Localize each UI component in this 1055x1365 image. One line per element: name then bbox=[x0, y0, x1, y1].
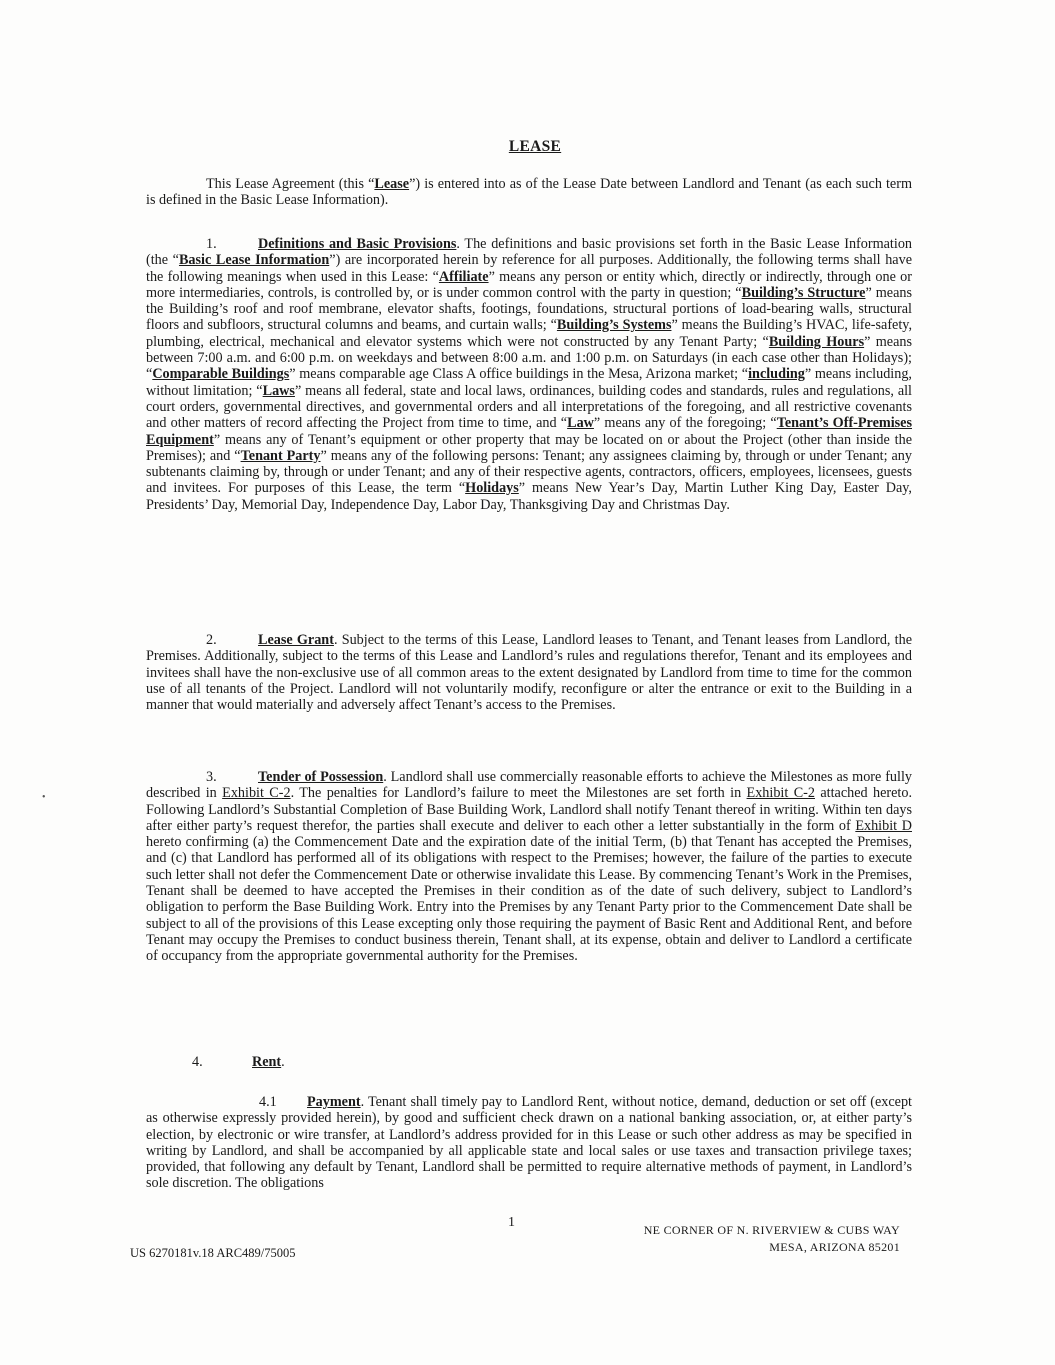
section-1-number: 1. bbox=[206, 236, 217, 252]
term-buildings-systems: Building’s Systems bbox=[556, 317, 672, 334]
footer-address-line-1: NE CORNER OF N. RIVERVIEW & CUBS WAY bbox=[643, 1223, 900, 1237]
term-off-premises-equipment: Tenant’s Off-Premises Equipment bbox=[146, 415, 912, 448]
document-id: US 6270181v.18 ARC489/75005 bbox=[130, 1246, 296, 1260]
exhibit-c2-reference: Exhibit C-2 bbox=[222, 785, 291, 802]
section-4-number: 4. bbox=[192, 1054, 203, 1070]
section-1-text: ” means any of Tenant’s equipment or other property that may be located on or about the Project (other than inside the Premises); and “ bbox=[146, 431, 912, 464]
section-2-number: 2. bbox=[206, 632, 217, 648]
section-1-text: ” means any person or entity which, directly or indirectly, through one or more intermediaries, controls, is controlled by, or is under common control with the party in question; “ bbox=[146, 268, 913, 301]
term-holidays: Holidays bbox=[465, 480, 519, 497]
section-1-text: ” means New Year’s Day, Martin Luther King Day, Easter Day, Presidents’ Day, Memorial Day, Independence Day, Labor Day, Thanksgiving Day and Christmas Day. bbox=[146, 480, 912, 513]
term-law: Law bbox=[567, 415, 594, 432]
page-title: LEASE bbox=[508, 138, 562, 155]
section-4-dot: . bbox=[281, 1054, 285, 1070]
term-laws: Laws bbox=[262, 382, 295, 399]
page-number: 1 bbox=[508, 1215, 515, 1230]
exhibit-d-reference: Exhibit D bbox=[855, 817, 912, 834]
section-1-text: ” means comparable age Class A office buildings in the Mesa, Arizona market; “ bbox=[289, 366, 749, 383]
term-including: including bbox=[748, 366, 805, 383]
section-3-heading: Tender of Possession bbox=[258, 769, 384, 785]
section-3-number: 3. bbox=[206, 769, 217, 785]
section-1-text: ” means all federal, state and local laws, ordinances, building codes and standards, rules and regulations, all court orders, governmental directives, and governmental orders and all interpretations of the foregoing, and all restrictive covenants and other matters of record affecting the Project from time to time, and “ bbox=[146, 382, 912, 432]
footer-address bbox=[560, 1222, 900, 1256]
section-1-paragraph bbox=[146, 236, 912, 513]
section-2-paragraph bbox=[146, 632, 912, 713]
intro-paragraph bbox=[146, 176, 912, 209]
section-1-text: ”) are incorporated herein by reference for all purposes. Additionally, the following terms shall have the following meanings when used in this Lease: “ bbox=[146, 252, 912, 285]
section-4-heading: Rent bbox=[252, 1054, 282, 1070]
section-1-text: ” means the Building’s HVAC, life-safety, plumbing, electrical, mechanical and elevator systems which were not constructed by any Tenant Party; “ bbox=[146, 317, 913, 350]
section-1-text: ” means between 7:00 a.m. and 6:00 p.m. on weekdays and between 8:00 a.m. and 1:00 p.m. on Saturdays (in each case other than Holidays); “ bbox=[146, 333, 912, 383]
section-2-text: . Subject to the terms of this Lease, Landlord leases to Tenant, and Tenant leases from Landlord, the Premises. Additionally, subject to the terms of this Lease and Landlord’s rules and regulations therefor, Tenant and its employees and invitees shall have the non-exclusive use of all common areas to the extent designated by Landlord from time to time for the common use of all tenants of the Project. Landlord will not voluntarily modify, reconfigure or alter the entrance or exit to the Building in a manner that would materially and adversely affect Tenant’s access to the Premises. bbox=[146, 632, 912, 714]
term-comparable-buildings: Comparable Buildings bbox=[152, 366, 290, 383]
section-3-text: attached hereto. Following Landlord’s Substantial Completion of Base Building Work, Landlord shall notify Tenant thereof in writing. Within ten days after either party’s request therefor, the parties shall execute and deliver to each other a letter substantially in the form of bbox=[146, 785, 912, 834]
section-3-text: . Landlord shall use commercially reasonable efforts to achieve the Milestones as more fully described in bbox=[146, 769, 912, 802]
section-4-heading-line bbox=[146, 1054, 912, 1070]
footer-address-line-2: MESA, ARIZONA 85201 bbox=[769, 1240, 900, 1254]
section-1-text: . The definitions and basic provisions set forth in the Basic Lease Information (the “ bbox=[146, 236, 913, 269]
section-4-1-number: 4.1 bbox=[259, 1094, 277, 1110]
scan-mark: • bbox=[42, 792, 46, 803]
section-1-text: ” means any of the foregoing; “ bbox=[593, 415, 777, 432]
section-3-paragraph bbox=[146, 769, 912, 965]
section-4-1-heading: Payment bbox=[307, 1094, 361, 1110]
term-affiliate: Affiliate bbox=[438, 268, 489, 285]
term-tenant-party: Tenant Party bbox=[240, 447, 321, 464]
section-1-text: ” means any of the following persons: Tenant; any assignees claiming by, through or under Tenant; any subtenants claiming by, through or under Tenant; and any of their respective agents, contractors, officers, employees, licensees, guests and invitees. For purposes of this Lease, the term “ bbox=[146, 447, 912, 497]
section-2-heading: Lease Grant bbox=[258, 632, 334, 648]
section-4-1-text: . Tenant shall timely pay to Landlord Rent, without notice, demand, deduction or set off (except as otherwise expressly provided herein), by good and sufficient check drawn on a national banking association, or, at either party’s election, by electronic or wire transfer, at Landlord’s address provided for in this Lease or such other address as may be specified in writing by Landlord, and shall be accompanied by all applicable state and local sales or use taxes and transaction privilege taxes; provided, that following any default by Tenant, Landlord shall be permitted to require alternative methods of payment, in Landlord’s sole discretion. The obligations bbox=[146, 1094, 912, 1192]
intro-text-2: ”) is entered into as of the Lease Date between Landlord and Tenant (as each such term is defined in the Basic Lease Information). bbox=[146, 176, 912, 209]
section-4-1-paragraph bbox=[146, 1094, 912, 1192]
exhibit-c2-reference: Exhibit C-2 bbox=[746, 785, 815, 802]
term-buildings-structure: Building’s Structure bbox=[741, 284, 866, 301]
section-1-heading: Definitions and Basic Provisions bbox=[258, 236, 457, 252]
section-1-text: ” means including, without limitation; “ bbox=[146, 366, 912, 399]
term-lease: Lease bbox=[374, 176, 410, 192]
term-basic-lease-information: Basic Lease Information bbox=[178, 252, 330, 269]
term-building-hours: Building Hours bbox=[768, 333, 865, 350]
intro-text-1: This Lease Agreement (this “ bbox=[206, 176, 375, 192]
section-3-text: . The penalties for Landlord’s failure to meet the Milestones are set forth in bbox=[290, 785, 747, 802]
section-3-text: hereto confirming (a) the Commencement Date and the expiration date of the initial Term, (b) that Tenant has accepted the Premises, and (c) that Landlord has performed all of its obligations with respect to the Premises; however, the failure of the parties to execute such letter shall not defer the Commencement Date or otherwise invalidate this Lease. By commencing Tenant’s Work in the Premises, Tenant shall be deemed to have accepted the Premises in their condition as of the date of such delivery, subject to Landlord’s obligation to perform the Base Building Work. Entry into the Premises by any Tenant Party prior to the Commencement Date shall be subject to all of the provisions of this Lease excepting only those requiring the payment of Basic Rent and Additional Rent, and before Tenant may occupy the Premises to conduct business therein, Tenant shall, at its expense, obtain and deliver to Landlord a certificate of occupancy from the appropriate governmental authority for the Premises. bbox=[146, 834, 912, 965]
section-1-text: ” means the Building’s roof and roof membrane, elevator shafts, footings, foundations, structural portions of load-bearing walls, structural floors and subfloors, structural columns and beams, and curtain walls; “ bbox=[146, 284, 913, 334]
